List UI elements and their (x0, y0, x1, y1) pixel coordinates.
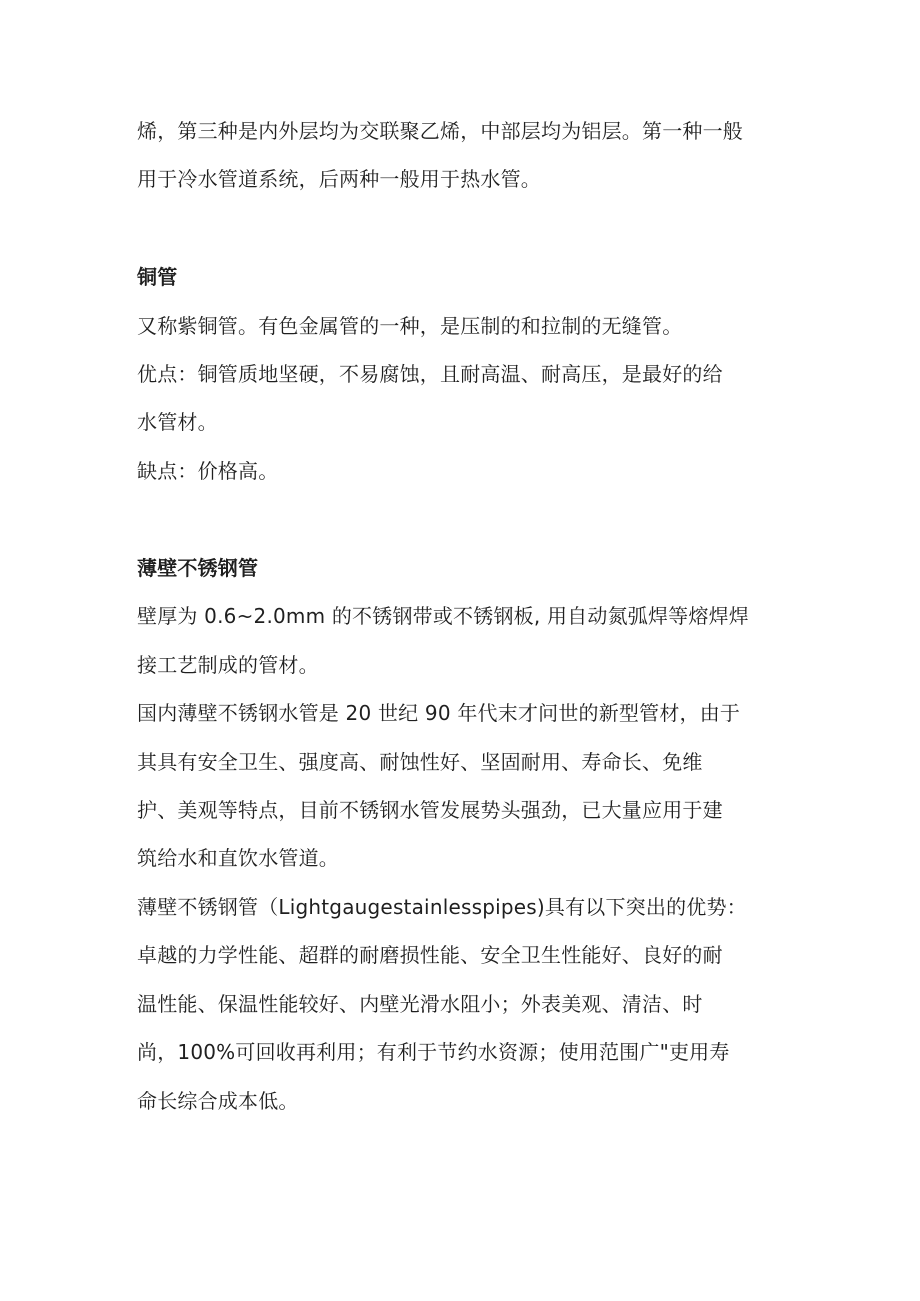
copper-heading: 铜管 (137, 265, 178, 289)
stainless-line-10: 尚，100%可回收再利用；有利于节约水资源；使用范围广"吏用寿 (137, 1040, 730, 1064)
stainless-heading: 薄壁不锈钢管 (137, 556, 259, 580)
stainless-line-2: 接工艺制成的管材。 (137, 653, 319, 677)
stainless-line-6: 筑给水和直饮水管道。 (137, 846, 339, 870)
stainless-line-5: 护、美观等特点，目前不锈钢水管发展势头强劲，已大量应用于建 (137, 798, 723, 822)
stainless-line-9: 温性能、保温性能较好、内壁光滑水阻小；外表美观、清洁、时 (137, 992, 703, 1016)
intro-line-2: 用于冷水管道系统，后两种一般用于热水管。 (137, 167, 541, 191)
stainless-line-4: 其具有安全卫生、强度高、耐蚀性好、坚固耐用、寿命长、免维 (137, 750, 703, 774)
stainless-line-1: 壁厚为 0.6~2.0mm 的不锈钢带或不锈钢板, 用自动氮弧焊等熔焊焊 (137, 604, 749, 628)
copper-line-1: 又称紫铜管。有色金属管的一种，是压制的和拉制的无缝管。 (137, 314, 683, 338)
stainless-line-11: 命长综合成本低。 (137, 1089, 299, 1113)
copper-line-4: 缺点：价格高。 (137, 459, 279, 483)
copper-line-3: 水管材。 (137, 410, 218, 434)
stainless-line-3: 国内薄壁不锈钢水管是 20 世纪 90 年代末才问世的新型管材，由于 (137, 701, 741, 725)
copper-line-2: 优点：铜管质地坚硬，不易腐蚀，且耐高温、耐高压，是最好的给 (137, 362, 723, 386)
stainless-line-7: 薄壁不锈钢管（Lightgaugestainlesspipes)具有以下突出的优势： (137, 895, 747, 919)
stainless-line-8: 卓越的力学性能、超群的耐磨损性能、安全卫生性能好、良好的耐 (137, 943, 723, 967)
intro-line-1: 烯，第三种是内外层均为交联聚乙烯，中部层均为铝层。第一种一般 (137, 119, 743, 143)
